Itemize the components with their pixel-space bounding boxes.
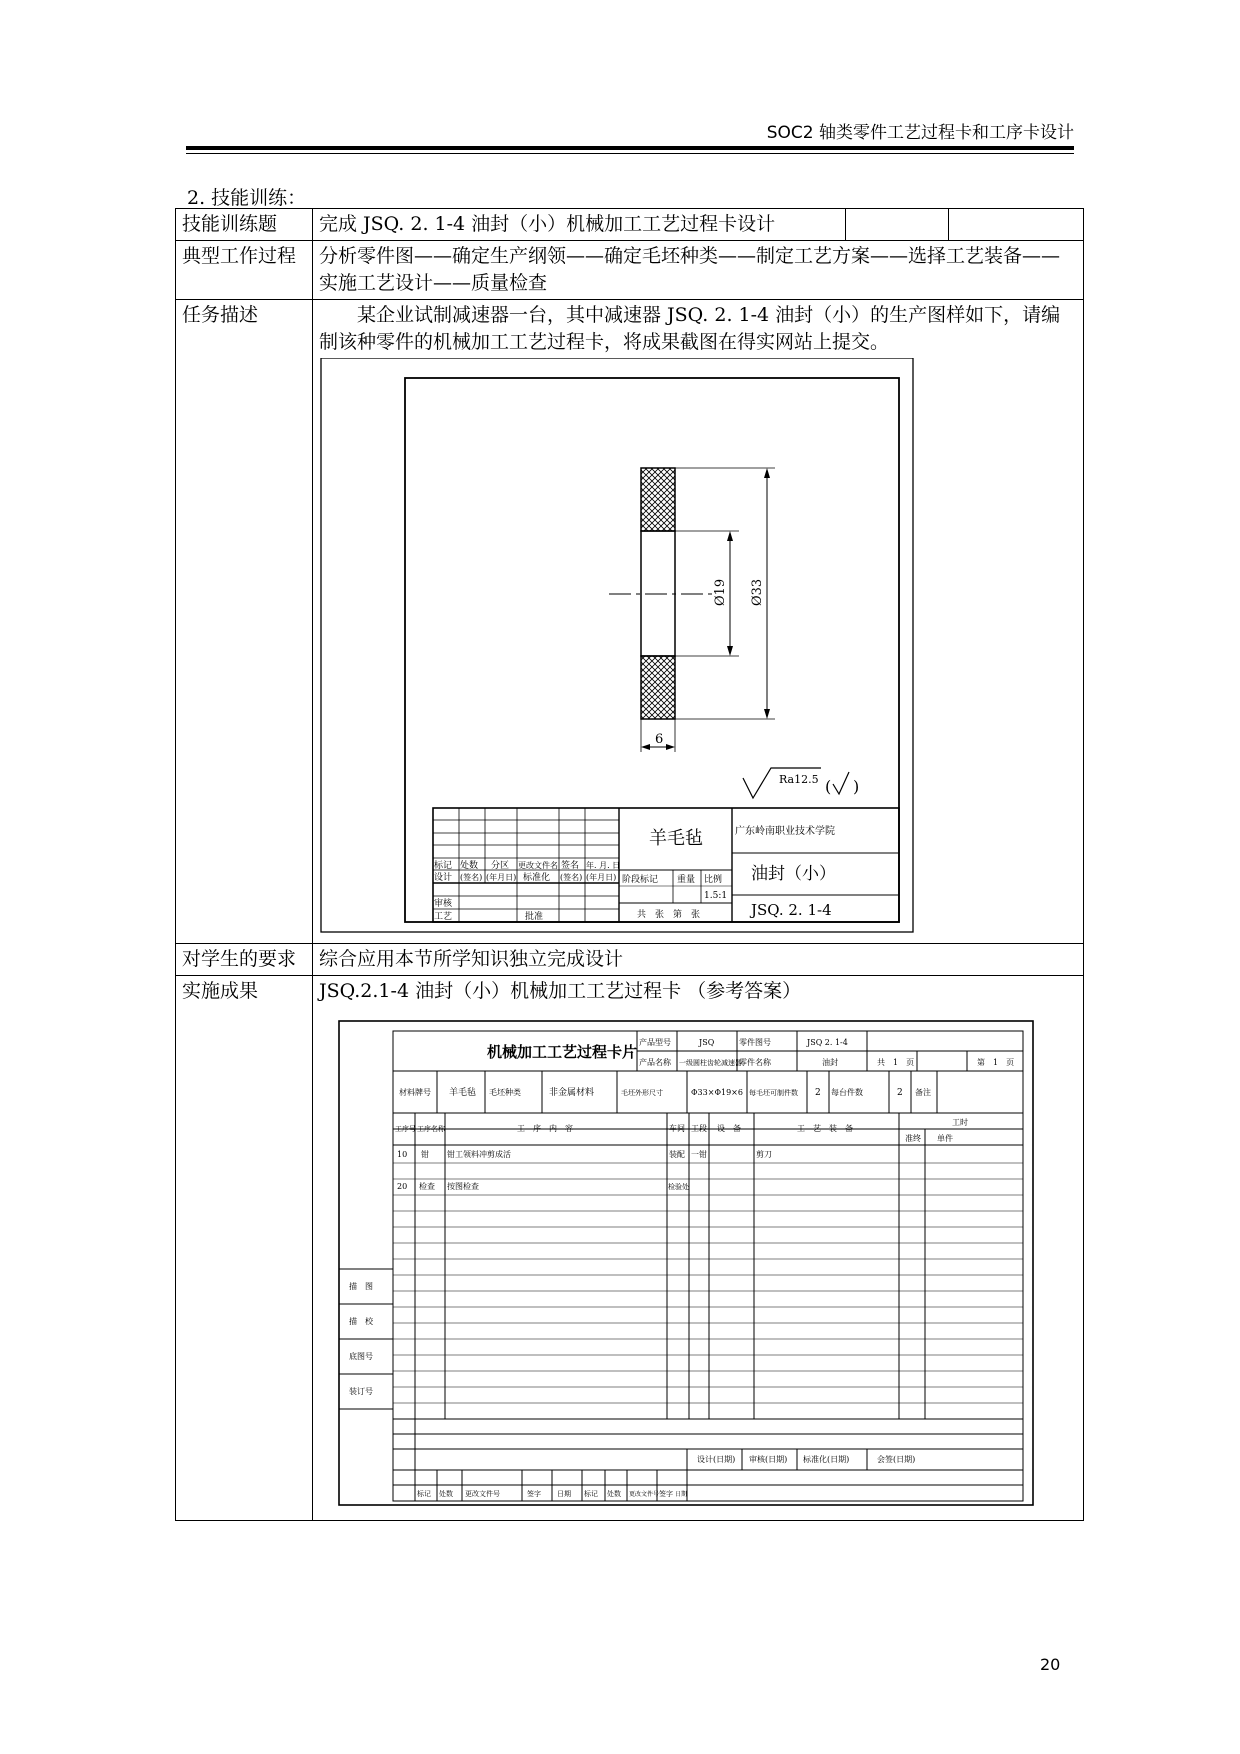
card-value: 非金属材料 — [549, 1088, 595, 1098]
card-value: JSQ — [699, 1038, 715, 1047]
tb-cell: 审核 — [434, 899, 453, 909]
tb-part-name: 油封（小） — [751, 864, 836, 884]
card-value: Φ33×Φ19×6 — [691, 1088, 743, 1097]
card-cell: 检验处 — [668, 1183, 689, 1191]
sign-label: 会签(日期) — [877, 1455, 916, 1464]
foot-label: 更改文件号 — [465, 1490, 500, 1498]
hatch-lower — [641, 656, 675, 719]
svg-text:): ) — [853, 777, 860, 796]
tb-cell: 工艺 — [434, 912, 453, 922]
card-cell: 20 — [397, 1182, 408, 1191]
card-value: 油封 — [822, 1058, 838, 1067]
header-rule-thick — [186, 146, 1074, 150]
svg-text:(: ( — [825, 777, 832, 796]
tb-cell: 标准化 — [523, 873, 551, 883]
tb-material: 羊毛毡 — [649, 828, 703, 849]
row-value: 完成 JSQ. 2. 1-4 油封（小）机械加工工艺过程卡设计 — [313, 209, 846, 240]
card-cell: 钳工领料冲剪成活 — [447, 1150, 511, 1159]
tb-cell: 签名 — [561, 861, 580, 871]
table-row — [176, 209, 1084, 241]
card-col: 工时 — [952, 1118, 968, 1127]
oil-seal-drawing — [319, 358, 919, 933]
dim-width-label: 6 — [655, 732, 664, 747]
tb-scale: 1.5:1 — [704, 891, 728, 901]
row-label: 典型工作过程 — [176, 241, 313, 300]
card-value: JSQ 2. 1-4 — [807, 1038, 848, 1047]
card-label: 产品名称 — [639, 1058, 671, 1067]
side-label: 描 图 — [349, 1282, 373, 1291]
row-label: 对学生的要求 — [176, 944, 313, 976]
tb-cell: 阶段标记 — [622, 875, 659, 885]
card-col: 工 艺 装 备 — [797, 1124, 853, 1133]
task-table — [175, 208, 1084, 1521]
row-label: 任务描述 — [176, 300, 313, 944]
card-cell: 剪刀 — [756, 1150, 772, 1159]
card-col: 工序号 — [395, 1125, 416, 1133]
card-cell: 检查 — [419, 1182, 435, 1191]
tb-cell: (签名) — [560, 873, 583, 882]
table-row — [176, 300, 1084, 944]
row-label: 实施成果 — [176, 976, 313, 1521]
card-value: 共 1 页 — [877, 1058, 915, 1067]
card-cell: 一钳 — [691, 1150, 707, 1159]
card-label: 备注 — [915, 1088, 931, 1097]
card-col: 准终 — [905, 1134, 921, 1143]
card-label: 零件图号 — [739, 1038, 771, 1047]
roughness-label: Ra12.5 — [779, 773, 819, 786]
card-title: 机械加工工艺过程卡片 — [487, 1043, 638, 1061]
card-label: 毛坯种类 — [489, 1088, 521, 1097]
tb-cell: 处数 — [460, 861, 479, 871]
card-value: 羊毛毡 — [449, 1088, 477, 1098]
card-cell: 10 — [397, 1150, 408, 1159]
side-label: 底图号 — [349, 1352, 373, 1361]
card-label: 每台件数 — [831, 1088, 863, 1097]
dim-outer-label: Ø33 — [750, 578, 765, 606]
table-row — [176, 241, 1084, 300]
tb-cell: 比例 — [704, 875, 723, 885]
card-col: 工 序 内 容 — [517, 1124, 573, 1133]
tb-cell: (年月日) — [586, 873, 617, 882]
sign-label: 设计(日期) — [697, 1455, 736, 1464]
row-value: 分析零件图——确定生产纲领——确定毛坯种类——制定工艺方案——选择工艺装备——实施工艺设计——质量检查 — [313, 241, 1084, 300]
tb-school: 广东岭南职业技术学院 — [735, 826, 835, 837]
card-col: 设 备 — [717, 1124, 741, 1133]
table-row — [176, 976, 1084, 1521]
card-col: 工段 — [691, 1124, 707, 1133]
tb-cell: 重量 — [677, 875, 696, 885]
table-row — [176, 944, 1084, 976]
card-label: 毛坯外形尺寸 — [621, 1089, 663, 1097]
card-value: 一级圆柱齿轮减速器 — [679, 1059, 742, 1067]
card-col: 单件 — [937, 1134, 953, 1143]
card-value: 第 1 页 — [977, 1058, 1015, 1067]
foot-label: 处数 — [607, 1490, 621, 1498]
sign-label: 审核(日期) — [749, 1455, 788, 1464]
foot-label: 标记 — [417, 1490, 431, 1498]
card-label: 材料牌号 — [399, 1088, 431, 1097]
card-cell: 钳 — [421, 1150, 429, 1159]
card-col: 车间 — [669, 1124, 685, 1133]
tb-cell: 分区 — [491, 861, 510, 871]
foot-label: 日期 — [675, 1491, 688, 1498]
row-label: 技能训练题 — [176, 209, 313, 241]
tb-cell: 共 张 第 张 — [637, 910, 701, 920]
running-header: SOC2 轴类零件工艺过程卡和工序卡设计 — [766, 123, 1074, 143]
tb-cell: 年. 月. 日 — [586, 861, 621, 870]
foot-label: 处数 — [439, 1490, 453, 1498]
hatch-upper — [641, 468, 675, 531]
tb-cell: (年月日) — [486, 873, 517, 882]
dim-inner-label: Ø19 — [713, 578, 728, 606]
card-label: 产品型号 — [639, 1038, 671, 1047]
foot-label: 更改文件号 — [629, 1491, 660, 1498]
tb-cell: 更改文件名 — [518, 861, 558, 870]
foot-label: 签字 — [659, 1490, 673, 1498]
row-value: 综合应用本节所学知识独立完成设计 — [313, 944, 1084, 976]
tb-cell: (签名) — [460, 873, 483, 882]
foot-label: 签字 — [527, 1490, 541, 1498]
card-value: 2 — [897, 1088, 903, 1098]
task-description: 某企业试制减速器一台，其中减速器 JSQ. 2. 1-4 油封（小）的生产图样如下，请编制该种零件的机械加工工艺过程卡，将成果截图在得实网站上提交。 — [319, 304, 1061, 353]
tb-cell: 标记 — [434, 861, 453, 871]
side-label: 描 校 — [349, 1317, 373, 1326]
page-number: 20 — [1040, 1655, 1061, 1674]
section-title: 2. 技能训练： — [187, 187, 307, 209]
side-label: 装订号 — [349, 1387, 373, 1396]
tb-cell: 设计 — [434, 873, 453, 883]
tb-part-code: JSQ. 2. 1-4 — [751, 901, 832, 919]
card-value: 2 — [815, 1088, 821, 1098]
sign-label: 标准化(日期) — [803, 1455, 850, 1464]
tb-cell: 批准 — [525, 912, 544, 922]
card-cell: 装配 — [669, 1150, 685, 1159]
foot-label: 标记 — [584, 1490, 598, 1498]
result-caption: JSQ.2.1-4 油封（小）机械加工工艺过程卡 （参考答案） — [319, 980, 802, 1002]
header-rule-thin — [186, 153, 1074, 154]
card-label: 每毛坯可制件数 — [749, 1089, 798, 1097]
card-col: 工序名称 — [417, 1125, 445, 1133]
foot-label: 日期 — [557, 1490, 571, 1498]
part-drawing — [319, 358, 1077, 941]
card-label: 零件名称 — [739, 1058, 771, 1067]
card-cell: 按图检查 — [447, 1182, 479, 1191]
process-card-svg — [337, 1019, 1037, 1509]
process-card — [337, 1019, 1077, 1517]
